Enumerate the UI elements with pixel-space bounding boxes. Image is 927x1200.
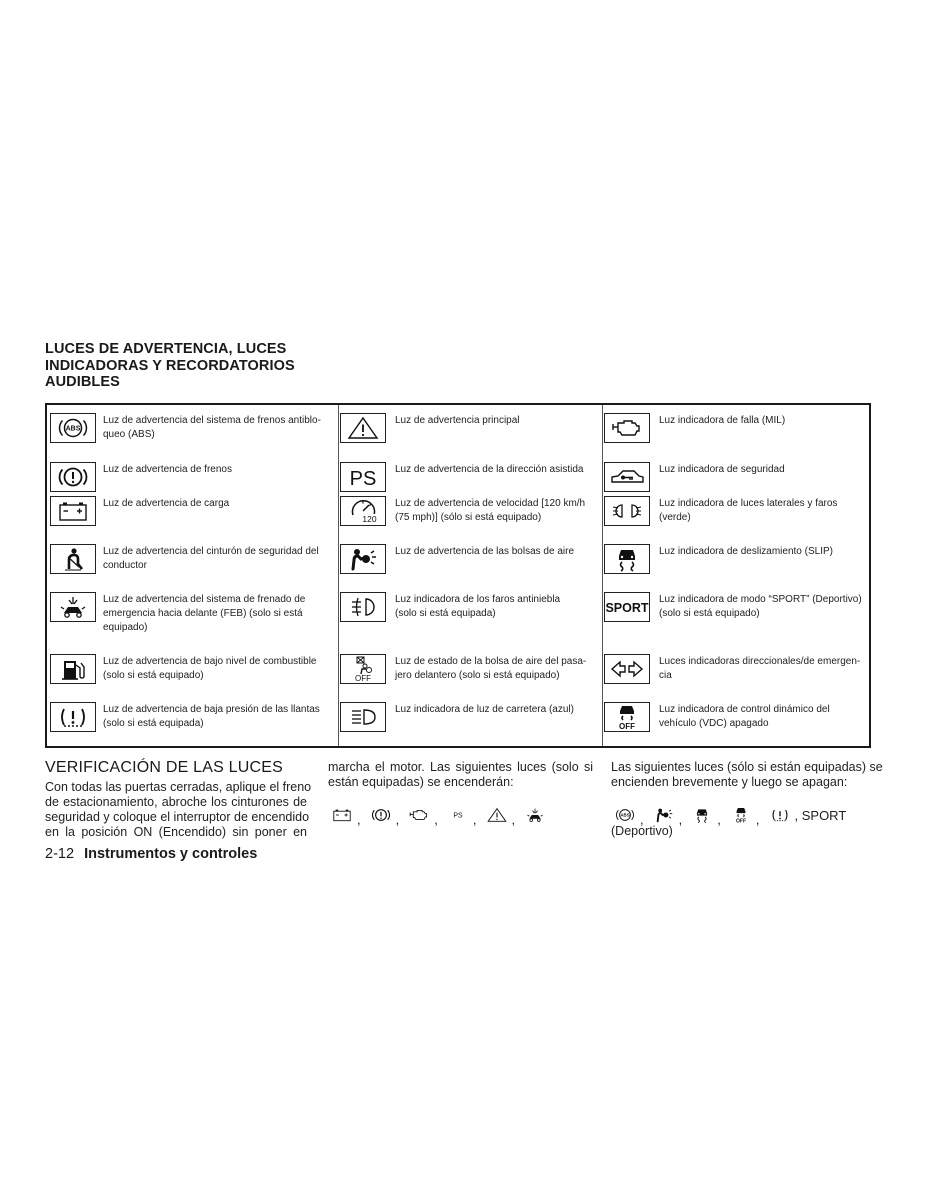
master-warning-icon [485,806,509,824]
low-fuel-icon [54,657,92,681]
cell-description-line: Luz indicadora de modo “SPORT” (Deportivo) [659,594,862,605]
cell-description-line: (75 mph)] (sólo si está equipado) [395,512,542,523]
list-separator: , [472,811,477,827]
indicator-icon-box [50,496,96,526]
inline-indicator [369,806,393,824]
cell-description [659,414,785,428]
paragraph-line: (Deportivo) [611,824,673,838]
cell-description-line: Luz de estado de la bolsa de aire del pasa- [395,656,587,667]
indicator-icon-box [50,544,96,574]
cell-description-line: Luz de advertencia de frenos [103,464,232,475]
cell-description [395,497,585,525]
list-separator: , [357,811,361,827]
charge-warning-icon [54,499,92,523]
cell-description [659,655,860,683]
vdc-off-icon [729,806,753,824]
turn-signal-icon [608,657,646,681]
slip-indicator-icon [608,547,646,571]
inline-indicator [407,806,431,824]
cell-description-line: Luz de advertencia de la dirección asistida [395,464,584,475]
cell-description-line: vehículo (VDC) apagado [659,718,769,729]
paragraph-column-1 [45,780,312,840]
svg-text:ABS: ABS [65,425,81,433]
cell-description-line: jero delantero (solo si está equipado) [395,670,560,681]
cell-description-line: Luz indicadora de luces laterales y faros [659,498,838,509]
cell-description-line: Luz de advertencia del sistema de frenado de [103,594,306,605]
icon-label: PS [453,812,463,820]
tire-pressure-icon [54,705,92,729]
paragraph-line: en la posición ON (Encendido) sin poner en [45,825,307,839]
cell-description [659,703,830,731]
indicator-icon-box [340,654,386,684]
warning-lights-table [45,403,871,748]
security-indicator-icon [608,465,646,489]
inline-indicator [690,806,714,824]
heading-line: AUDIBLES [45,374,120,390]
paragraph-line: de estacionamiento, abroche los cinturones de [45,795,307,809]
indicator-icon-box [340,496,386,526]
inline-indicator [485,806,509,824]
icon-label: 120 [362,514,377,524]
cell-description-line: (solo si está equipado) [659,608,760,619]
cell-description-line: (verde) [659,512,691,523]
cell-description [395,414,520,428]
cell-description-line: Luz indicadora de falla (MIL) [659,415,786,426]
indicator-icon-box [604,702,650,732]
indicator-icon-box [50,702,96,732]
icon-label: SPORT [605,601,649,615]
svg-text:OFF [355,674,371,683]
page-footer [45,846,257,862]
inline-indicator [768,806,792,824]
airbag-warning-icon [344,547,382,571]
brake-warning-icon [369,806,393,824]
list-separator: , [678,811,683,827]
paragraph-column-2 [328,760,593,790]
cell-description [659,497,837,525]
footer-title: Instrumentos y controles [84,846,258,862]
cell-description [103,703,320,731]
paragraph-line: encienden brevemente y luego se apagan: [611,775,848,789]
cell-description-line: Luz de advertencia de velocidad [120 km/h [395,498,586,509]
cell-description-line: Luz de advertencia del cinturón de seguridad del [103,546,319,557]
cell-description [103,497,229,511]
indicator-icon-box [50,413,96,443]
indicator-icon-box [340,592,386,622]
icon-label: OFF [355,674,371,683]
svg-text:PS [350,468,377,490]
inline-indicator [330,806,354,824]
inline-indicator [652,806,676,824]
list-separator: , [434,811,438,827]
power-steering-icon [446,806,470,824]
malfunction-indicator-icon [407,806,431,824]
cell-description [103,593,305,635]
svg-text:SPORT [605,601,648,615]
indicator-icon-box [50,592,96,622]
indicator-icon-box [604,592,650,622]
indicator-icon-box [604,462,650,492]
cell-description-line: Luz indicadora de luz de carretera (azul) [395,704,574,715]
cell-description-line: (solo si está equipado) [103,670,204,681]
svg-text:PS [453,813,463,820]
speed-warning-icon [344,499,382,523]
svg-text:OFF: OFF [735,818,746,825]
section-heading [45,341,345,391]
inline-indicator [523,806,547,824]
indicator-icon-box [340,413,386,443]
inline-indicator [613,806,637,824]
paragraph-line: seguridad y coloque el interruptor de encendido [45,810,310,824]
cell-description-line: Luz de advertencia del sistema de frenos antiblo- [103,415,321,426]
indicator-icon-box [604,654,650,684]
cell-description [103,463,232,477]
section-title: VERIFICACIÓN DE LAS LUCES [45,759,283,776]
indicator-icon-box [340,462,386,492]
master-warning-icon [344,416,382,440]
abs-warning-icon [54,416,92,440]
cell-description [103,655,316,683]
cell-description-line: Luz de advertencia de bajo nivel de combustible [103,656,317,667]
cell-description-line: equipado) [103,622,148,633]
high-beam-icon [344,705,382,729]
seat-belt-icon [54,547,92,571]
cell-description-line: Luz de advertencia de las bolsas de aire [395,546,575,557]
cell-description-line: Luz indicadora de seguridad [659,464,785,475]
column-divider [338,405,339,746]
feb-warning-icon [54,595,92,619]
malfunction-indicator-icon [608,416,646,440]
cell-description [659,463,785,477]
cell-description [395,703,574,717]
lights-on-icon-list [330,806,547,827]
power-steering-icon [344,465,382,489]
heading-line: INDICADORAS Y RECORDATORIOS [45,357,295,374]
paragraph-column-3 [611,760,883,790]
svg-text:ABS: ABS [620,812,630,818]
inline-indicator [446,806,470,824]
cell-description [395,463,583,477]
indicator-icon-box [50,654,96,684]
list-separator: , [511,811,516,827]
cell-description-line: (solo si está equipada) [395,608,496,619]
cell-description [395,655,586,683]
feb-warning-icon [523,806,547,824]
indicator-icon-box [340,702,386,732]
fog-light-icon [344,595,382,619]
page-number: 2-12 [45,846,75,862]
icon-label: OFF [619,722,635,731]
svg-text:120 [362,514,376,524]
cell-description-line: Luz indicadora de deslizamiento (SLIP) [659,546,833,557]
charge-warning-icon [330,806,354,824]
icon-label: PS [349,468,377,490]
inline-indicator [729,806,753,824]
cell-description [395,593,560,621]
cell-description-line: cia [659,670,672,681]
brake-warning-icon [54,465,92,489]
list-separator: , [717,811,721,827]
cell-description-line: Luz indicadora de control dinámico del [659,704,830,715]
indicator-icon-box [50,462,96,492]
cell-description-line: conductor [103,560,147,571]
tire-pressure-icon [768,806,792,824]
list-trailing-text: , SPORT [794,807,847,823]
cell-description-line: (solo si está equipada) [103,718,204,729]
heading-line: LUCES DE ADVERTENCIA, LUCES [45,341,287,357]
passenger-airbag-status-icon [344,657,382,681]
cell-description [103,414,321,442]
side-lights-icon [608,499,646,523]
cell-description-line: Luces indicadoras direccionales/de emergen- [659,656,861,667]
paragraph-line: Con todas las puertas cerradas, aplique el freno [45,780,312,794]
column-divider [602,405,603,746]
list-separator: , [640,811,644,827]
indicator-icon-box [604,544,650,574]
indicator-icon-box [604,496,650,526]
paragraph-line: marcha el motor. Las siguientes luces (solo si [328,760,593,774]
list-separator: , [755,811,760,827]
abs-warning-icon [613,806,637,824]
paragraph-line: están equipadas) se encenderán: [328,775,514,789]
vdc-off-icon [608,705,646,729]
cell-description-line: emergencia hacia delante (FEB) (solo si está [103,608,303,619]
paragraph-column-3-end [611,824,673,839]
slip-indicator-icon [690,806,714,824]
svg-text:OFF [619,722,635,731]
cell-description-line: Luz de advertencia de baja presión de las llantas [103,704,320,715]
cell-description-line: Luz indicadora de los faros antiniebla [395,594,561,605]
list-separator: , [395,811,400,827]
airbag-warning-icon [652,806,676,824]
cell-description [103,545,319,573]
paragraph-line: Las siguientes luces (sólo si están equipadas) se [611,760,883,774]
cell-description [659,545,833,559]
cell-description-line: Luz de advertencia principal [395,415,520,426]
indicator-icon-box [340,544,386,574]
indicator-icon-box [604,413,650,443]
cell-description-line: Luz de advertencia de carga [103,498,230,509]
cell-description-line: queo (ABS) [103,429,155,440]
cell-description [659,593,862,621]
sport-mode-icon [605,595,649,619]
lights-brief-icon-list [613,806,847,827]
cell-description [395,545,574,559]
